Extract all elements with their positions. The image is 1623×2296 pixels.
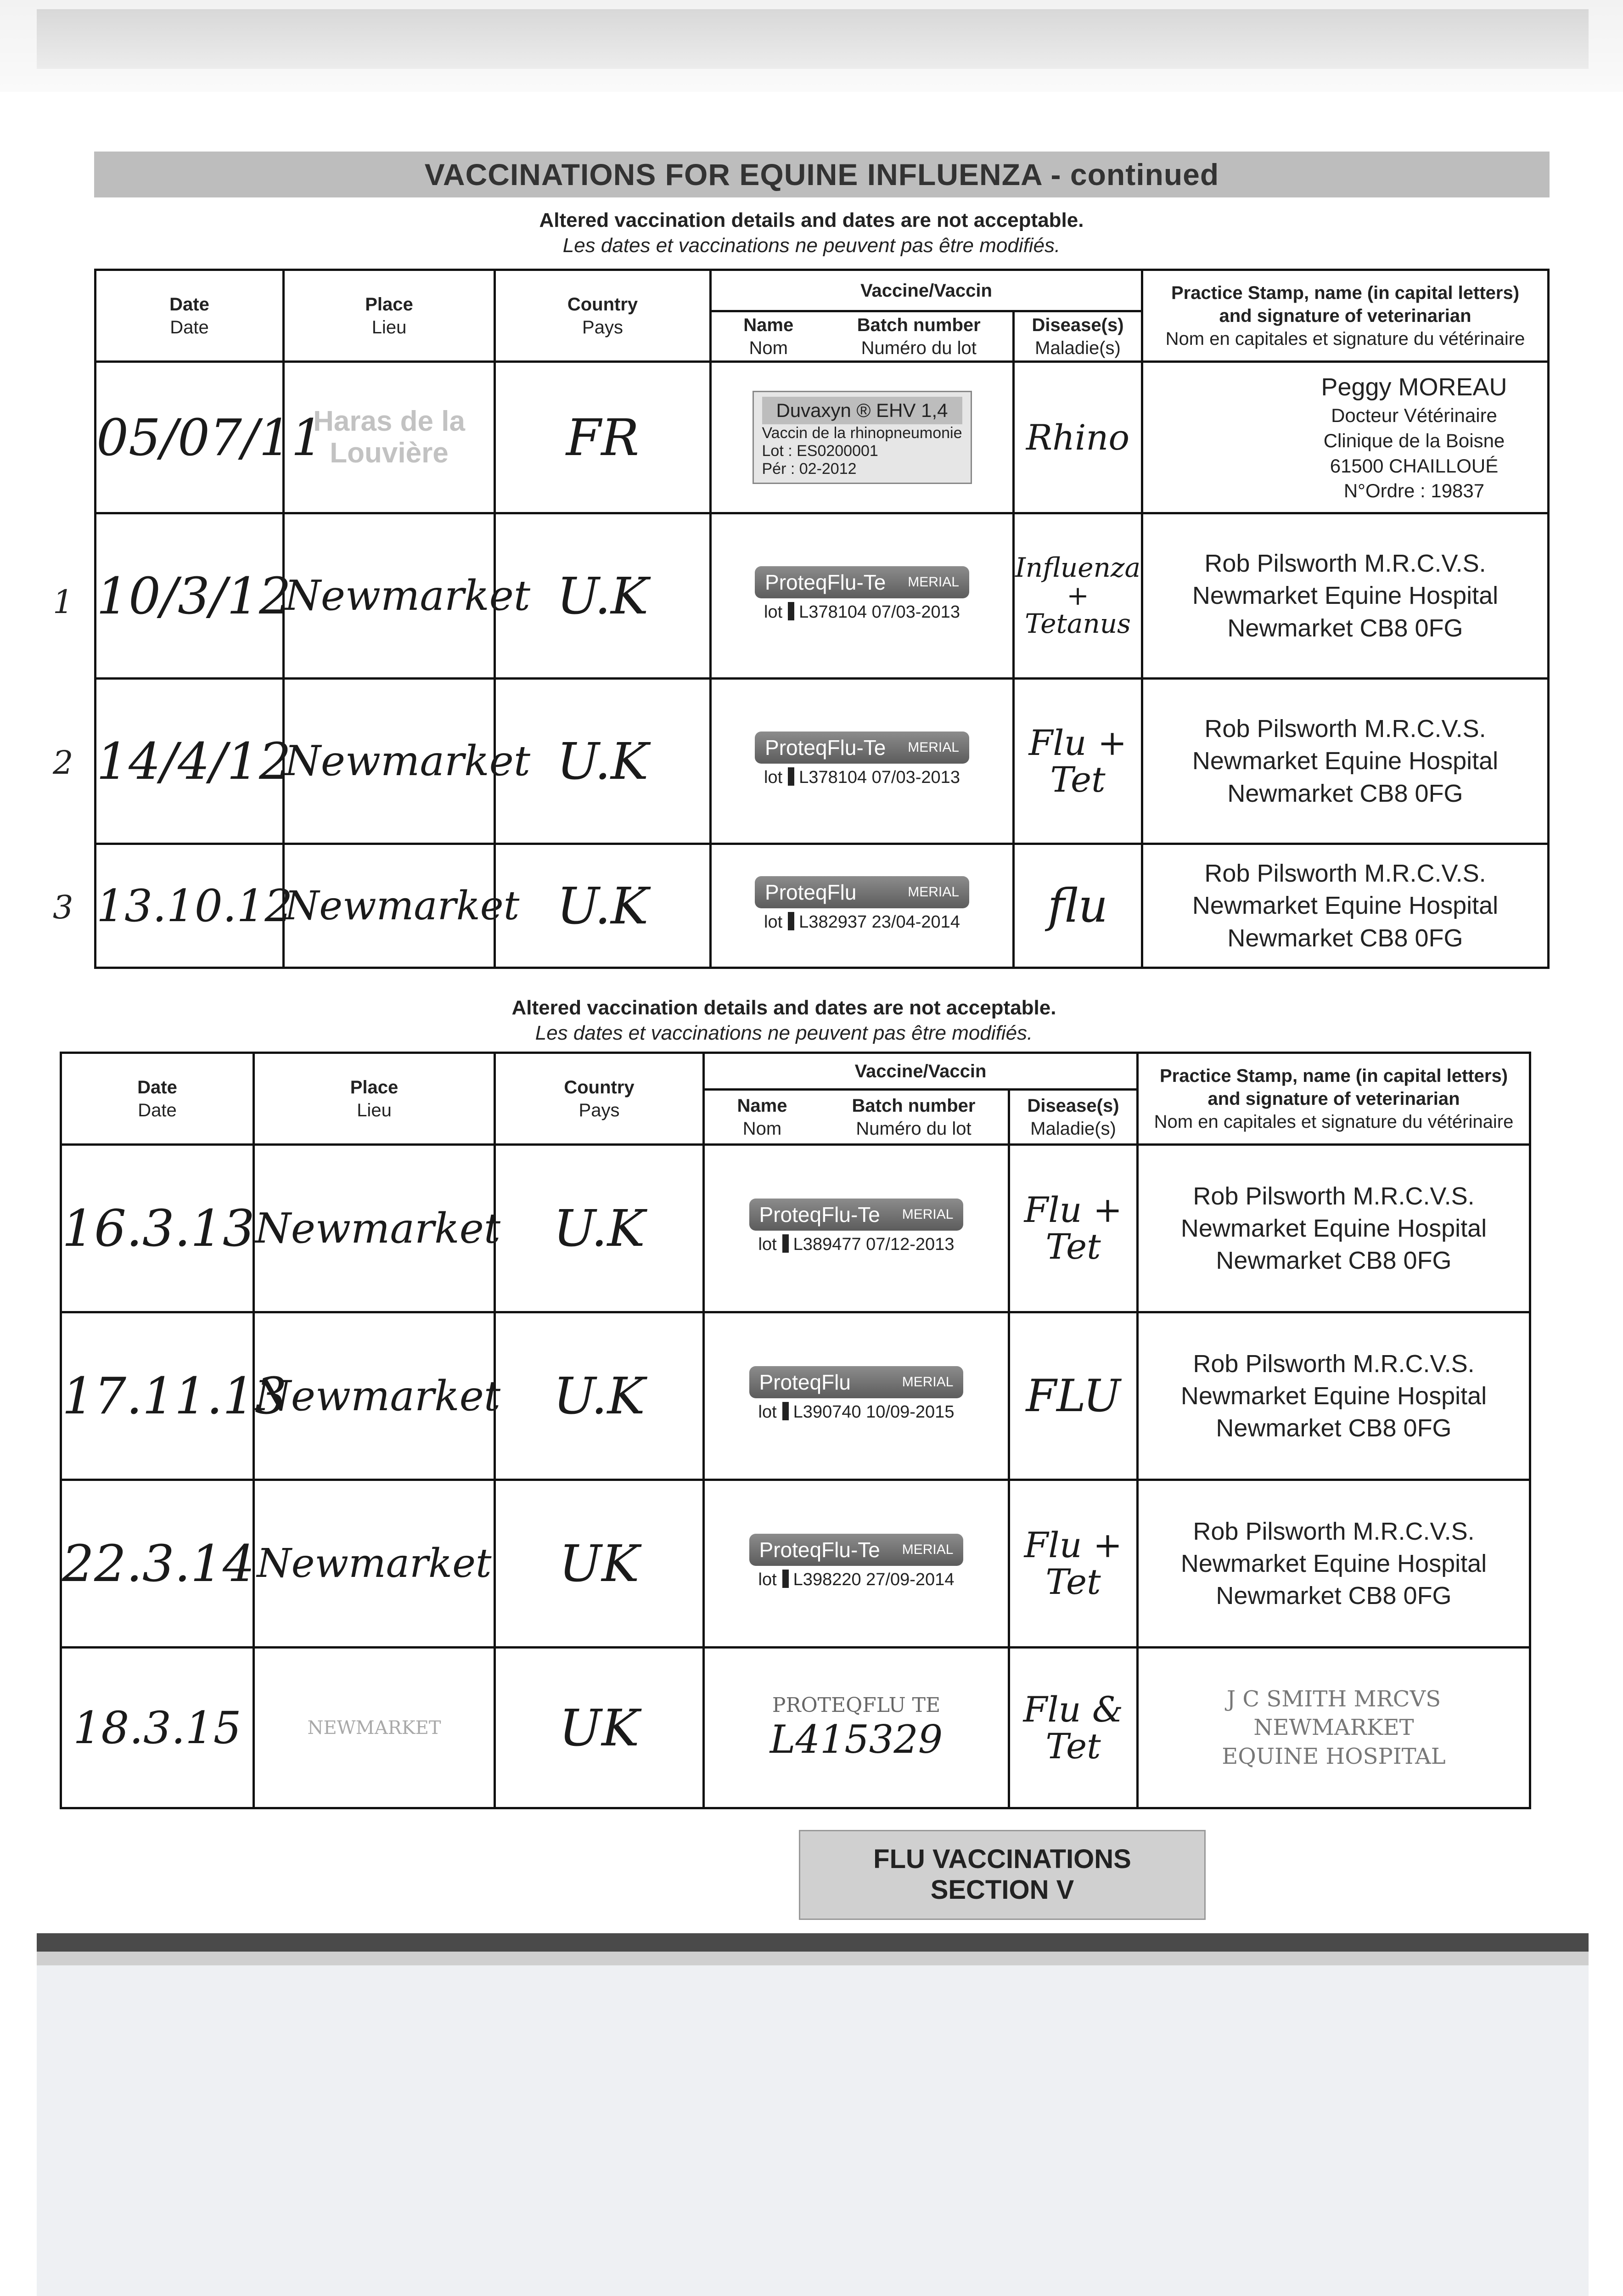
vaccine-label: ProteqFlu-Te MERIAL lot L398220 27/09-2014 xyxy=(749,1534,964,1593)
table-row xyxy=(61,1648,1530,1808)
date-cell: 17.11.13 xyxy=(61,1312,254,1480)
header-vaccine: Vaccine/Vaccin xyxy=(704,1053,1138,1090)
country-cell: FR xyxy=(495,362,711,513)
scan-grey-edge xyxy=(37,1952,1589,1965)
place-cell: Newmarket xyxy=(284,679,495,844)
disease-cell: Flu + Tet xyxy=(1014,679,1142,844)
date-cell: 13.10.12 xyxy=(95,844,284,968)
vaccination-table-1 xyxy=(94,269,1550,969)
vaccine-label-cell: PROTEQFLU TE L415329 xyxy=(704,1648,1009,1808)
header-place: Place Lieu xyxy=(284,270,495,362)
date-cell: 10/3/12 xyxy=(95,513,284,679)
country-cell: U.K xyxy=(495,1312,704,1480)
header-disease: Disease(s) Maladie(s) xyxy=(1014,311,1142,362)
practice-stamp-cell: Rob Pilsworth M.R.C.V.S. Newmarket Equine Hospital Newmarket CB8 0FG xyxy=(1138,1145,1530,1312)
practice-stamp-cell: Peggy MOREAU Docteur Vétérinaire Clinique de la Boisne 61500 CHAILLOUÉ N°Ordre : 19837 xyxy=(1142,362,1549,513)
date-cell: 22.3.14 xyxy=(61,1480,254,1648)
date-cell: 16.3.13 xyxy=(61,1145,254,1312)
notice-english: Altered vaccination details and dates are not acceptable. xyxy=(539,209,1084,231)
country-cell: U.K xyxy=(495,844,711,968)
notice-french-2: Les dates et vaccinations ne peuvent pas être modifiés. xyxy=(535,1022,1033,1044)
disease-cell: FLU xyxy=(1009,1312,1138,1480)
header-name-batch: Name Nom Batch number Numéro du lot xyxy=(711,311,1014,362)
vaccine-label-cell xyxy=(704,1312,1009,1480)
practice-stamp-cell: Rob Pilsworth M.R.C.V.S. Newmarket Equine Hospital Newmarket CB8 0FG xyxy=(1142,513,1549,679)
vaccine-label-cell xyxy=(711,679,1014,844)
place-cell: Haras de la Louvière xyxy=(284,362,495,513)
table-row xyxy=(95,679,1549,844)
disease-cell: Rhino xyxy=(1014,362,1142,513)
section-title-bar xyxy=(94,152,1550,197)
row-margin-number: 3 xyxy=(53,889,73,926)
country-cell: UK xyxy=(495,1480,704,1648)
header-place: Place Lieu xyxy=(254,1053,495,1145)
table-row xyxy=(95,513,1549,679)
vaccine-label-cell xyxy=(704,1145,1009,1312)
vaccine-label: ProteqFlu-Te MERIAL lot L378104 07/03-2013 xyxy=(755,566,969,626)
scan-top-shade xyxy=(37,9,1589,69)
date-cell: 05/07/11 xyxy=(95,362,284,513)
place-cell: Newmarket xyxy=(254,1480,495,1648)
scan-dark-edge xyxy=(37,1933,1589,1952)
place-cell: Newmarket xyxy=(284,513,495,679)
header-date: Date Date xyxy=(95,270,284,362)
table-row xyxy=(61,1312,1530,1480)
vaccination-table-2 xyxy=(60,1052,1531,1809)
notice-english-2: Altered vaccination details and dates are not acceptable. xyxy=(511,996,1056,1019)
date-cell: 14/4/12 xyxy=(95,679,284,844)
table-row xyxy=(95,844,1549,968)
header-country: Country Pays xyxy=(495,270,711,362)
table-row xyxy=(61,1480,1530,1648)
country-cell: U.K xyxy=(495,679,711,844)
place-cell: Newmarket xyxy=(284,844,495,968)
section-title: VACCINATIONS FOR EQUINE INFLUENZA - continued xyxy=(424,158,1219,191)
practice-stamp-cell: Rob Pilsworth M.R.C.V.S. Newmarket Equine Hospital Newmarket CB8 0FG xyxy=(1138,1312,1530,1480)
practice-stamp-cell: Rob Pilsworth M.R.C.V.S. Newmarket Equine Hospital Newmarket CB8 0FG xyxy=(1138,1480,1530,1648)
scan-top-band xyxy=(0,0,1623,92)
header-practice-stamp: Practice Stamp, name (in capital letters) and signature of veterinarian Nom en capitales et signature du vétérinaire xyxy=(1142,270,1549,362)
vaccine-label: ProteqFlu-Te MERIAL lot L389477 07/12-2013 xyxy=(749,1199,964,1258)
header-country: Country Pays xyxy=(495,1053,704,1145)
header-date: Date Date xyxy=(61,1053,254,1145)
header-vaccine: Vaccine/Vaccin xyxy=(711,270,1142,311)
country-cell: U.K xyxy=(495,1145,704,1312)
practice-stamp-cell: Rob Pilsworth M.R.C.V.S. Newmarket Equine Hospital Newmarket CB8 0FG xyxy=(1142,679,1549,844)
disease-cell: Influenza + Tetanus xyxy=(1014,513,1142,679)
vaccine-label-cell xyxy=(711,844,1014,968)
country-cell: UK xyxy=(495,1648,704,1808)
footer-section: SECTION V xyxy=(930,1875,1074,1905)
row-margin-number: 2 xyxy=(53,744,73,782)
footer-title: FLU VACCINATIONS xyxy=(873,1844,1131,1874)
table-row xyxy=(95,362,1549,513)
disease-cell: Flu + Tet xyxy=(1009,1145,1138,1312)
disease-cell: flu xyxy=(1014,844,1142,968)
place-cell: Newmarket xyxy=(254,1312,495,1480)
table-row xyxy=(61,1145,1530,1312)
practice-stamp-cell: Rob Pilsworth M.R.C.V.S. Newmarket Equine Hospital Newmarket CB8 0FG xyxy=(1142,844,1549,968)
vaccine-label-cell xyxy=(711,513,1014,679)
section-footer xyxy=(799,1830,1206,1920)
date-cell: 18.3.15 xyxy=(61,1648,254,1808)
vaccine-label: Duvaxyn ® EHV 1,4 Vaccin de la rhinopneumonie Lot : ES0200001 Pér : 02-2012 xyxy=(753,391,972,484)
place-cell: NEWMARKET xyxy=(254,1648,495,1808)
disease-cell: Flu & Tet xyxy=(1009,1648,1138,1808)
scan-bottom-band xyxy=(37,1933,1589,2296)
header-disease: Disease(s) Maladie(s) xyxy=(1009,1090,1138,1145)
vaccine-label: ProteqFlu-Te MERIAL lot L378104 07/03-2013 xyxy=(755,732,969,791)
header-name-batch: Name Nom Batch number Numéro du lot xyxy=(704,1090,1009,1145)
vaccine-label-cell xyxy=(711,362,1014,513)
row-margin-number: 1 xyxy=(53,583,73,621)
header-practice-stamp: Practice Stamp, name (in capital letters) and signature of veterinarian Nom en capitales et signature du vétérinaire xyxy=(1138,1053,1530,1145)
disease-cell: Flu + Tet xyxy=(1009,1480,1138,1648)
vaccine-label: ProteqFlu MERIAL lot L390740 10/09-2015 xyxy=(749,1366,964,1426)
place-cell: Newmarket xyxy=(254,1145,495,1312)
country-cell: U.K xyxy=(495,513,711,679)
vaccine-label: ProteqFlu MERIAL lot L382937 23/04-2014 xyxy=(755,876,969,936)
practice-stamp-cell: J C SMITH MRCVS NEWMARKET EQUINE HOSPITAL xyxy=(1138,1648,1530,1808)
vaccine-label-cell xyxy=(704,1480,1009,1648)
notice-french: Les dates et vaccinations ne peuvent pas être modifiés. xyxy=(562,234,1061,257)
